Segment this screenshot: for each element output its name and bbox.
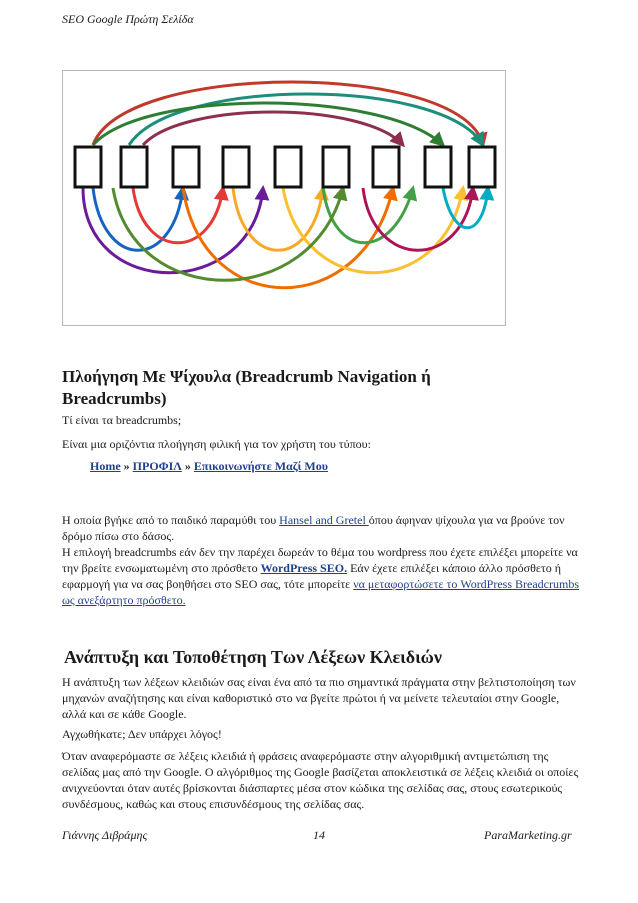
breadcrumb-profile-link[interactable]: ΠΡΟΦΙΛ — [132, 459, 182, 473]
footer-page-number: 14 — [313, 828, 325, 842]
intro-text: Είναι μια οριζόντια πλοήγηση φιλική για τον χρήστη του τύπου: — [62, 437, 371, 451]
page-box-1 — [75, 147, 101, 187]
breadcrumb-separator: » — [184, 459, 191, 473]
page-box-6 — [323, 147, 349, 187]
footer-author: Γιάννης Διβράμης — [62, 828, 148, 842]
bottom-arc-9 — [443, 188, 488, 228]
page-box-3 — [173, 147, 199, 187]
paragraph-keywords-intro: Η ανάπτυξη των λέξεων κλειδιών σας είναι ένα από τα πιο σημαντικά πράγματα στην βελτιστοποίηση των μηχανών αναζήτησης και είναι καθοριστικό στο να βγείτε πρώτοι ή να μείνετε τελευταίοι στην Google, αλλά και σε κάθε Google. — [62, 675, 576, 721]
bottom-arc-8 — [363, 188, 473, 250]
bottom-arc-10 — [113, 188, 343, 280]
hansel-gretel-link[interactable]: Hansel and Gretel — [279, 513, 369, 527]
breadcrumb — [90, 459, 328, 474]
footer-site: ParaMarketing.gr — [484, 828, 572, 842]
paragraph-hansel-gretel — [62, 512, 582, 544]
section-heading-keywords: Ανάπτυξη και Τοποθέτηση Των Λέξεων Κλειδιών — [64, 647, 442, 667]
page-box-8 — [425, 147, 451, 187]
paragraph-text: Η οποία βγήκε από το παιδικό παραμύθι του — [62, 513, 280, 527]
paragraph-keywords-algorithm: Όταν αναφερόμαστε σε λέξεις κλειδιά ή φράσεις αναφερόμαστε στην αλγοριθμική αντιμετώπιση της σελίδας μας από την Google. Ο αλγόριθμος της Google βασίζεται αποκλειστικά σε λέξεις κλειδιά οι οποίες ανιχνεύονται όταν αυτές βρίσκονται διάσπαρτες μέσα στον κώδικα της σελίδας σας, στους εσωτερικούς συνδέσμους, καθώς και στους επισυνδέσμους της σελίδας σας. — [62, 749, 579, 811]
paragraph-text: όπου άφηναν ψίχουλα για να βρούνε τον δρόμο πίσω στο δάσος. — [62, 513, 565, 543]
page-box-4 — [223, 147, 249, 187]
breadcrumb-contact-link[interactable]: Επικοινωνήστε Μαζί Μου — [193, 459, 328, 473]
top-arc-3 — [93, 103, 443, 145]
page-box-2 — [121, 147, 147, 187]
paragraph-keywords-reassure: Αγχωθήκατε; Δεν υπάρχει λόγος! — [62, 727, 222, 741]
breadcrumb-separator: » — [123, 459, 130, 473]
wordpress-seo-link[interactable]: WordPress SEO. — [260, 561, 348, 575]
page-box-7 — [373, 147, 399, 187]
link-structure-diagram — [62, 70, 506, 326]
paragraph-wordpress — [62, 544, 582, 608]
bottom-arc-7 — [323, 188, 413, 243]
bottom-arc-5 — [233, 188, 323, 250]
paragraph-text: Η επιλογή breadcrumbs εάν δεν την παρέχει δωρεάν το θέμα του wordpress που έχετε επιλέξει μπορείτε να την βρείτε ενσωματωμένη στο πρόσθετο — [62, 545, 578, 575]
question-text: Τί είναι τα breadcrumbs; — [62, 413, 182, 427]
wordpress-breadcrumbs-link[interactable]: να μεταφορτώσετε το WordPress Breadcrumbs ως ανεξάρτητο πρόσθετο. — [62, 577, 579, 607]
page-header-title: SEO Google Πρώτη Σελίδα — [62, 12, 194, 26]
top-arc-4 — [143, 112, 403, 145]
page-box-5 — [275, 147, 301, 187]
breadcrumb-home-link[interactable]: Home — [90, 459, 121, 473]
page-box-9 — [469, 147, 495, 187]
paragraph-text: Εάν έχετε επιλέξει κάποιο άλλο πρόσθετο ή εφαρμογή για να σας βοηθήσει στο SEO σας, τότε μπορείτε — [62, 561, 562, 591]
section-heading-breadcrumbs: Πλοήγηση Με Ψίχουλα (Breadcrumb Navigation ή Breadcrumbs) — [62, 367, 431, 408]
